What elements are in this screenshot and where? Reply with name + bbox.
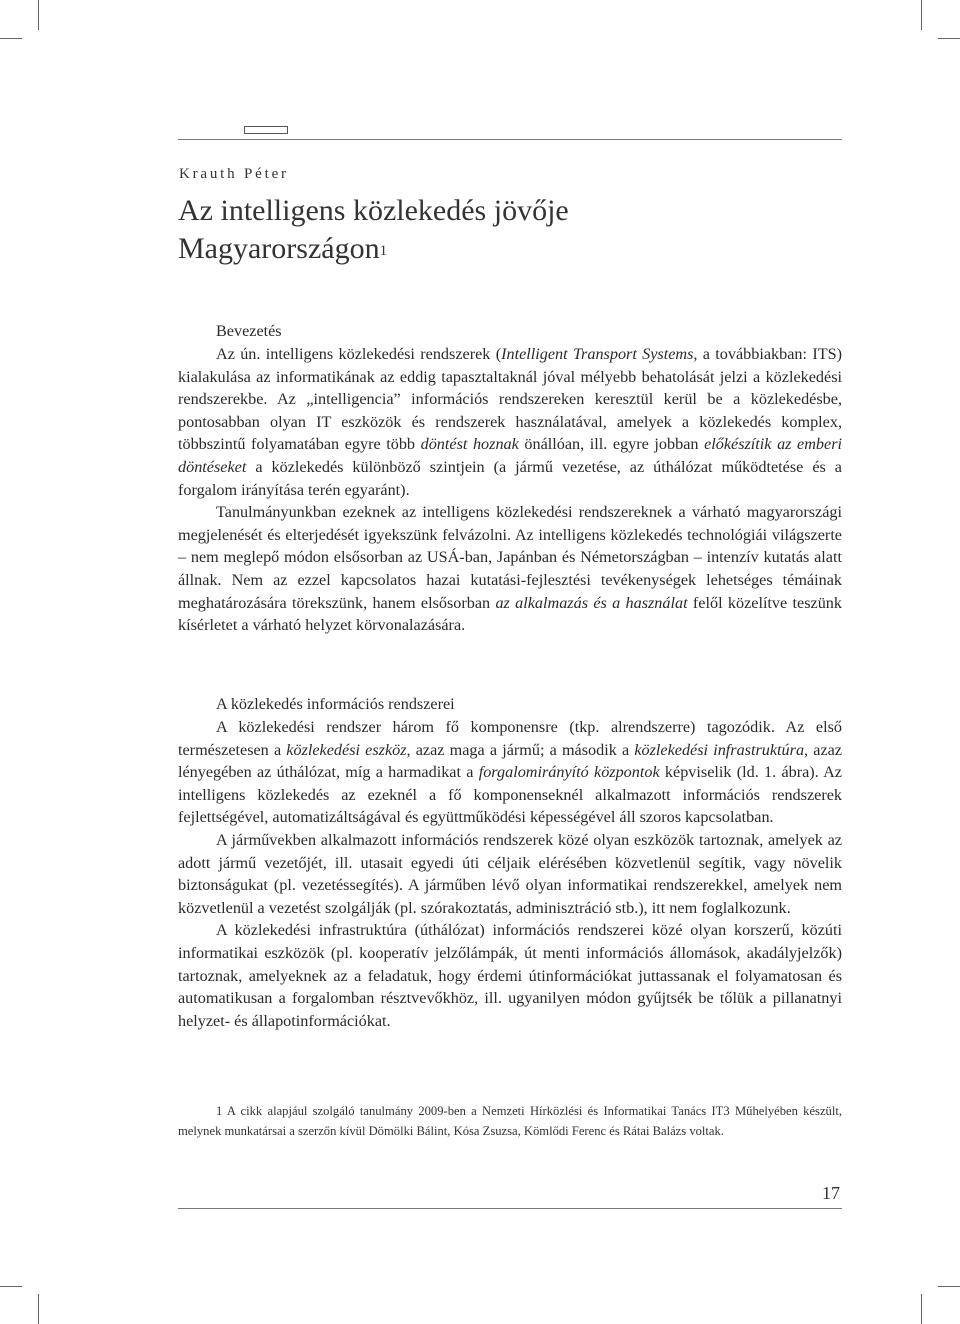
title-footnote-mark: 1 <box>379 243 388 259</box>
title-line-2: Magyarországon <box>178 232 380 265</box>
text-run: Az ún. intelligens közlekedési rendszerek ( <box>216 345 502 363</box>
text-run: A járművekben alkalmazott információs rendszerek közé olyan eszközök tartoznak, amelyek az adott jármű vezetőjét, ill. utasait egyedi úti céljaik elérésében közvetlenül segítik, vagy növelik biztonságukat (pl. vezetéssegítés). A járműben lévő olyan informatikai rendszerekkel, amelyek nem közvetlenül a vezetést szolgálják (pl. szórakoztatás, adminisztráció stb.), itt nem foglalkozunk. <box>178 830 842 917</box>
text-run: a közlekedés különböző szintjein (a jármű vezetése, az úthálózat működtetése és a forgalom irányítása terén egyaránt). <box>178 457 842 499</box>
emphasis-text: forgalomirányító központok <box>478 763 660 782</box>
footnote-text: 1 A cikk alapjául szolgáló tanulmány 2009-ben a Nemzeti Hírközlési és Informatikai Tanács IT3 Műhelyében készült, melynek munkatársai a szerzőn kívül Dömölki Bálint, Kósa Zsuzsa, Kömlődi Ferenc és Rátai Balázs voltak. <box>178 1104 842 1138</box>
section-introduction-body <box>178 343 842 637</box>
text-run: önállóan, ill. egyre jobban <box>518 435 705 454</box>
paragraph <box>178 919 842 1032</box>
section-heading-information-systems: A közlekedés információs rendszerei <box>216 695 455 713</box>
emphasis-text: előkészítik az emberi döntéseket <box>178 435 842 476</box>
emphasis-text: az alkalmazás és a használat <box>495 593 688 612</box>
crop-mark <box>38 0 39 30</box>
crop-mark <box>0 38 22 39</box>
paragraph <box>178 829 842 919</box>
emphasis-text: Intelligent Transport Systems <box>501 345 694 363</box>
author-name: Krauth Péter <box>179 166 289 182</box>
crop-mark <box>938 1286 960 1287</box>
paragraph <box>178 343 842 501</box>
text-run: A közlekedési rendszer három fő komponensre (tkp. alrendszerre) tagozódik. Az első természetesen a <box>178 718 842 759</box>
text-run: , azaz maga a jármű; a második a <box>406 740 635 759</box>
footnote <box>178 1102 842 1141</box>
emphasis-text: közlekedési eszköz <box>286 740 407 759</box>
paragraph <box>178 716 842 829</box>
text-run: Tanulmányunkban ezeknek az intelligens közlekedési rendszereknek a várható magyarországi megjelenését és elterjedését igyekszünk felvázolni. Az intelligens közlekedés technológiái világszerte – nem meglepő módon elsősorban az USÁ-ban, Japánban és Németországban – intenzív kutatás alatt állnak. Nem az ezzel kapcsolatos hazai kutatási-fejlesztési tevékenységek lehetséges témáinak meghatározására törekszünk, hanem elsősorban <box>178 503 842 612</box>
page-number: 17 <box>822 1183 840 1203</box>
crop-mark <box>938 38 960 39</box>
text-run: , a továbbiakban: ITS) kialakulása az informatikának az eddig tapasztaltaknál jóval mélyebb behatolását jelzi a közlekedési rendszerekbe. Az „intelligencia” információs rendszereken keresztül kerül be a közlekedésbe, pontosabban olyan IT eszközök és rendszerek használatával, amelyek a közlekedés komplex, többszintű folyamatában egyre több <box>178 345 842 454</box>
header-rule-ornament <box>244 126 288 134</box>
crop-mark <box>38 1294 39 1324</box>
crop-mark <box>0 1286 22 1287</box>
crop-mark <box>921 1294 922 1324</box>
crop-mark <box>921 0 922 30</box>
paragraph <box>178 501 842 637</box>
footer-rule <box>178 1208 842 1209</box>
article-title <box>178 192 569 268</box>
text-run: felől közelítve teszünk kísérletet a várható helyzet körvonalazására. <box>178 593 842 635</box>
text-run: A közlekedési infrastruktúra (úthálózat) információs rendszerei közé olyan korszerű, közúti informatikai eszközök (pl. kooperatív jelzőlámpák, út menti információs állomások, akadályjelzők) tartoznak, amelyeknek az a feladatuk, hogy érdemi útinformációkat juttassanak el folyamatosan és automatikusan a forgalomban résztvevőkhöz, ill. ugyanilyen módon gyűjtsék be tőlük a pillanatnyi helyzet- és állapotinformációkat. <box>178 921 842 1030</box>
title-line-1: Az intelligens közlekedés jövője <box>178 194 569 227</box>
section-heading-introduction: Bevezetés <box>216 322 282 340</box>
emphasis-text: döntést hoznak <box>420 435 519 454</box>
emphasis-text: közlekedési infrastruktúra <box>634 740 805 759</box>
text-run: , azaz lényegében az úthálózat, míg a harmadikat a <box>178 740 842 782</box>
section-information-systems-body <box>178 716 842 1032</box>
text-run: képviselik (ld. 1. ábra). Az intelligens közlekedés az ezeknél a fő komponenseknél alkalmazott információs rendszerek fejlettségével, automatizáltságával és együttműködési képességével áll szoros kapcsolatban. <box>178 763 842 827</box>
header-rule <box>178 139 842 140</box>
